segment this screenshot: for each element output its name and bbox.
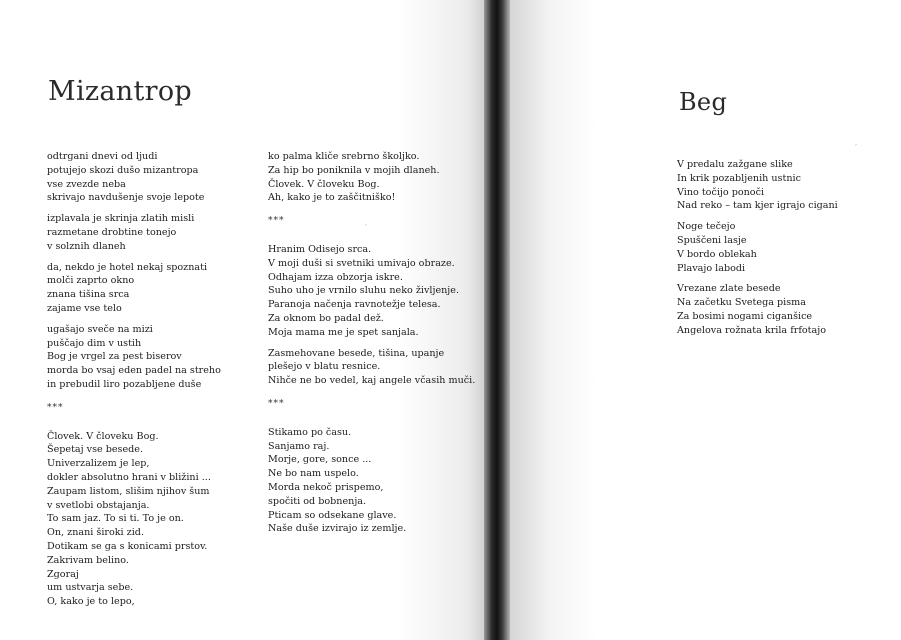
poem-line: molči zaprto okno: [47, 275, 135, 287]
poem-line: Noge tečejo: [677, 221, 736, 233]
poem-line: Vino točijo ponoči: [677, 186, 765, 198]
poem-line: puščajo dim v ustih: [47, 337, 142, 349]
poem-line: Morje, gore, sonce ...: [268, 454, 372, 466]
poem-line: da, nekdo je hotel nekaj spoznati: [47, 261, 208, 273]
poem-line: dokler absolutno hrani v bližini ...: [47, 471, 211, 483]
poem-line: Človek. V človeku Bog.: [47, 430, 159, 442]
poem-line: morda bo vsaj eden padel na streho: [47, 365, 221, 377]
poem-line: razmetane drobtine tonejo: [47, 226, 177, 238]
poem-line: ugašajo sveče na mizi: [47, 323, 153, 335]
poem-line: Bog je vrgel za pest biserov: [47, 351, 182, 363]
poem-line: Naše duše izvirajo iz zemlje.: [268, 523, 407, 535]
poem-line: Šepetaj vse besede.: [47, 444, 144, 456]
poem-line: znana tišina srca: [47, 289, 130, 301]
poem-line: spočiti od bobnenja.: [268, 495, 367, 507]
stanza: [268, 150, 475, 205]
poem-line: odtrgani dnevi od ljudi: [47, 151, 158, 162]
poem-line: potujejo skozi dušo mizantropa: [47, 164, 199, 176]
stanza: [47, 323, 221, 392]
poem-line: Za oknom bo padal dež.: [268, 312, 384, 324]
poem-line: Pticam so odsekane glave.: [268, 509, 397, 521]
poem-line: skrivajo navdušenje svoje lepote: [47, 192, 205, 204]
poem-line: v svetlobi obstajanja.: [47, 499, 150, 511]
poem-line: Zgoraj: [47, 568, 79, 580]
poem-line: izplavala je skrinja zlatih misli: [47, 213, 195, 225]
poem-line: Hranim Odisejo srca.: [268, 243, 372, 255]
stanza: [268, 243, 475, 340]
poem-line: V bordo oblekah: [677, 248, 757, 260]
stanza: [47, 150, 221, 205]
poem-line: Zasmehovane besede, tišina, upanje: [268, 347, 445, 359]
stanza: [268, 347, 475, 388]
poem-line: in prebudil liro pozabljene duše: [47, 378, 202, 390]
poem-line: plešejo v blatu resnice.: [268, 361, 381, 373]
poem-line: Nad reko – tam kjer igrajo cigani: [677, 200, 838, 212]
poem-line: On, znani široki zid.: [47, 527, 144, 539]
poem-line: Sanjamo raj.: [268, 440, 330, 452]
stanza-separator: ***: [47, 402, 64, 413]
poem-line: O, kako je to lepo,: [47, 596, 135, 608]
poem-column-left-2: [268, 150, 475, 543]
poem-line: Ne bo nam uspelo.: [268, 468, 359, 480]
poem-line: Ah, kako je to zaščitniško!: [268, 192, 396, 204]
poem-line: v solznih dlaneh: [47, 240, 126, 252]
stanza: [677, 158, 838, 213]
poem-line: Suho uho je vrnilo sluhu neko življenje.: [268, 285, 460, 297]
poem-line: Zaupam listom, slišim njihov šum: [47, 485, 210, 497]
poem-line: V predalu zažgane slike: [677, 159, 793, 170]
page-speck: ′: [365, 224, 368, 234]
poem-line: To sam jaz. To si ti. To je on.: [47, 513, 184, 525]
poem-line: In krik pozabljenih ustnic: [677, 172, 801, 184]
poem-column-right-1: [677, 158, 838, 345]
poem-line: Vrezane zlate besede: [677, 283, 781, 295]
poem-line: vse zvezde neba: [47, 178, 126, 190]
stanza: [268, 426, 475, 536]
poem-column-left-1: [47, 150, 221, 616]
poem-line: Stikamo po času.: [268, 426, 352, 438]
stanza-separator: ***: [268, 216, 285, 227]
poem-line: zajame vse telo: [47, 302, 122, 314]
poem-line: Morda nekoč prispemo,: [268, 481, 384, 493]
poem-line: Za bosimi nogami ciganšice: [677, 310, 813, 322]
poem-line: Zakrivam belino.: [47, 554, 129, 566]
poem-line: Paranoja načenja ravnotežje telesa.: [268, 299, 441, 311]
stanza: [47, 212, 221, 253]
stanza-separator: ***: [268, 398, 285, 409]
poem-title-beg: Beg: [679, 88, 728, 116]
poem-line: um ustvarja sebe.: [47, 582, 134, 594]
poem-line: V moji duši si svetniki umivajo obraze.: [268, 257, 455, 269]
page-speck: ′: [855, 144, 858, 154]
poem-line: Nihče ne bo vedel, kaj angele včasih muči.: [268, 375, 476, 387]
stanza: [677, 220, 838, 275]
poem-line: Moja mama me je spet sanjala.: [268, 326, 419, 338]
poem-line: Univerzalizem je lep,: [47, 458, 150, 470]
stanza: [47, 261, 221, 316]
poem-line: Za hip bo poniknila v mojih dlaneh.: [268, 164, 440, 176]
poem-title-mizantrop: Mizantrop: [48, 76, 192, 107]
poem-line: Dotikam se ga s konicami prstov.: [47, 540, 208, 552]
poem-line: Človek. V človeku Bog.: [268, 178, 380, 190]
stanza: [47, 430, 221, 609]
poem-line: Na začetku Svetega pisma: [677, 297, 806, 309]
stanza: [677, 282, 838, 337]
book-spine: [484, 0, 510, 640]
poem-line: Plavajo labodi: [677, 262, 746, 274]
poem-line: ko palma kliče srebrno školjko.: [268, 151, 420, 162]
poem-line: Angelova rožnata krila frfotajo: [677, 324, 826, 336]
poem-line: Spuščeni lasje: [677, 234, 747, 246]
poem-line: Odhajam izza obzorja iskre.: [268, 271, 403, 283]
